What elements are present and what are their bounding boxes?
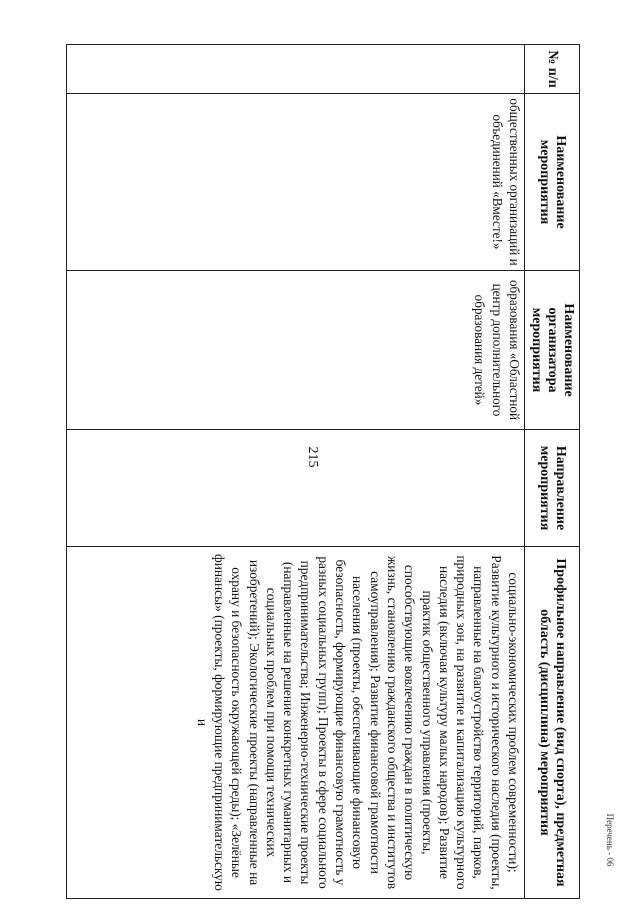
cell-number (67, 45, 525, 94)
header-number: № п/п (525, 45, 580, 94)
header-organizer: Наименование организатора мероприятия (525, 271, 580, 430)
events-table (66, 44, 580, 899)
cell-organizer: образования «Областной центр дополнительного образования детей» (67, 271, 525, 430)
header-event-name: Наименование мероприятия (525, 94, 580, 271)
table-header-row (525, 45, 580, 899)
footer-note-text: Перечень - 06 (605, 813, 615, 867)
table-row (67, 45, 525, 899)
cell-event-name: общественных организаций и объединений «Вместе!» (67, 94, 525, 271)
header-profile: Профильное направление (вид спорта), предметная область (дисциплина) мероприятия (525, 547, 580, 899)
cell-direction (67, 430, 525, 547)
header-direction: Направление мероприятия (525, 430, 580, 547)
page-number-text: 215 (305, 446, 320, 468)
cell-profile: социально-экономических проблем современности); Развитие культурного и исторического наследия (проекты, направленные на благоустройство территорий, парков, природных зон, на развитие и капитализацию культурного наследия (включая культуру малых народов); Развитие практик общественного управления (проекты, способствующие вовлечению граждан в политическую жизнь, становлению гражданского общества и институтов самоуправления); Развитие финансовой грамотности населения (проекты, обеспечивающие финансовую безопасность, формирующие финансовую грамотность у разных социальных групп); Проекты в сфере социального предпринимательства; Инженерно-технические проекты (направленные на решение конкретных гуманитарных и социальных проблем при помощи технических изобретений); Экологические проекты (направленные на охрану и безопасность окружающей среды); «Зелёные финансы» (проекты, формирующие предпринимательскую и (67, 547, 525, 899)
events-table-wrapper (66, 44, 580, 891)
